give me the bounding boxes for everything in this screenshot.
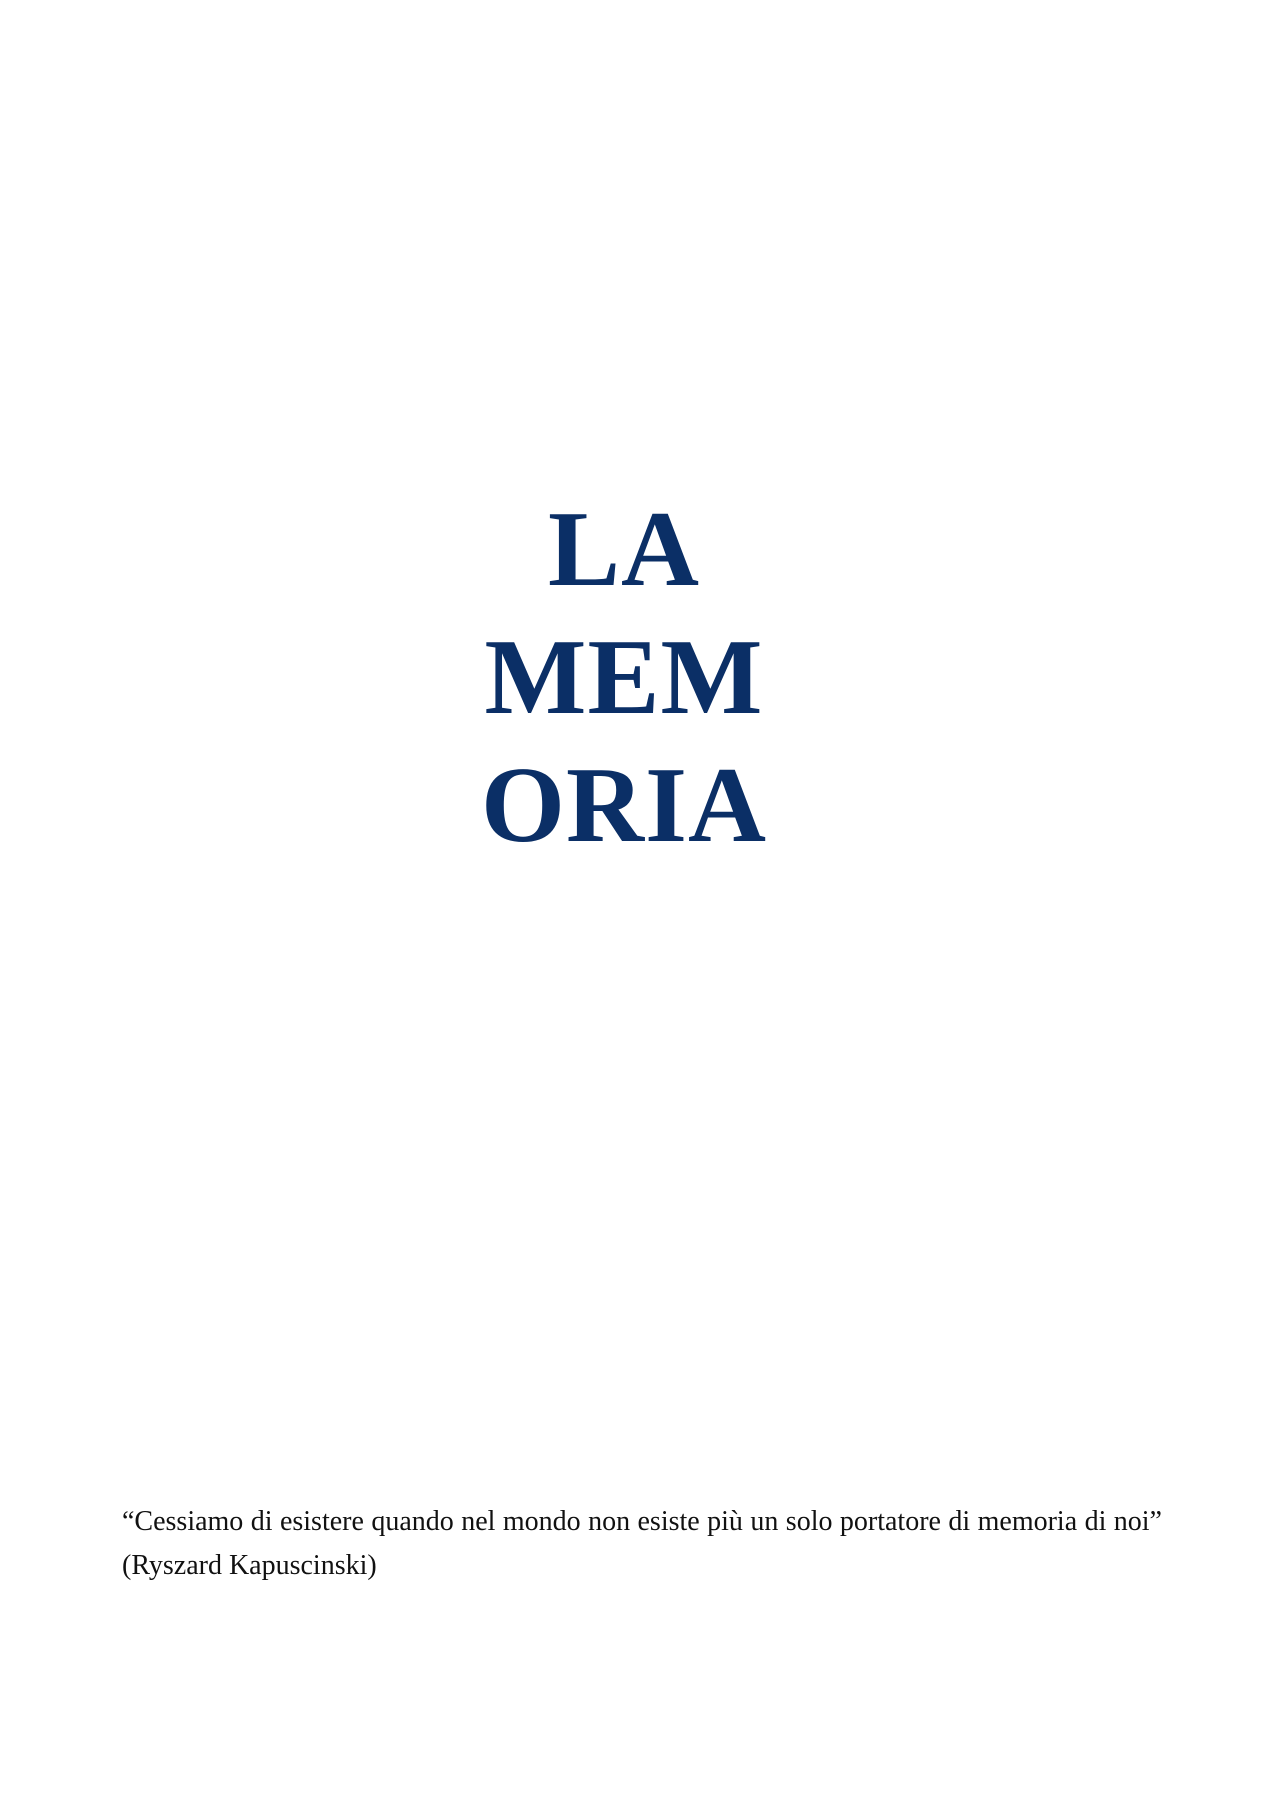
epigraph-quote: “Cessiamo di esistere quando nel mondo non esiste più un solo portatore di memoria di noi” (Ryszard Kapuscinski) (122, 1506, 1162, 1581)
title-line-1: LA (547, 490, 701, 609)
title-line-3: ORIA (480, 746, 768, 865)
document-title (0, 486, 1248, 870)
title-line-2: MEM (484, 618, 764, 737)
